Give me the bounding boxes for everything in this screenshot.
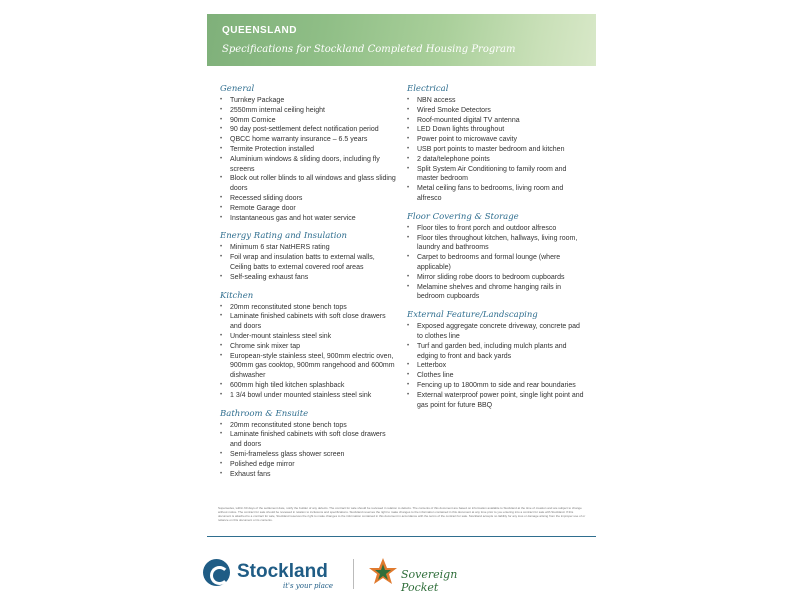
spec-list [407, 322, 585, 410]
spec-list [220, 303, 398, 401]
section-title: General [220, 84, 255, 94]
spec-item: • Laminate finished cabinets with soft close drawers and doors [220, 430, 398, 450]
disclaimer-text: Supersedes, within 60 days of the settlement date, notify the builder of any defects. The contract for sale should be reviewed in relation to defects. The contents of this document are based on information available to Stockland at the time of creation and are subject to change without notice. The contract for sale should be reviewed in relation to inclusions and specifications. Stockland reserves the right to make changes to the information contained in this document at any time prior to you entering into a contract for sale with Stockland. If this document is attached to a contract for sale, Stockland reserves the right to make changes to the information contained in this document in accordance with the terms of the contract for sale. Stockland accepts no liability for any loss or damage arising from the improper use of or reliance on this document or its contents. [218, 506, 586, 522]
logo-separator [353, 559, 354, 589]
spec-item: • Clothes line [407, 371, 585, 381]
section-title: External Feature/Landscaping [407, 310, 538, 321]
spec-sheet-page [207, 14, 596, 600]
spec-item: • Mirror sliding robe doors to bedroom cupboards [407, 273, 585, 283]
spec-item: • Split System Air Conditioning to family room and master bedroom [407, 165, 585, 185]
spec-section [220, 231, 398, 282]
section-title: Floor Covering & Storage [407, 211, 519, 222]
spec-item: • Remote Garage door [220, 204, 398, 214]
spec-item: • 90mm Cornice [220, 116, 398, 126]
section-title: Electrical [407, 84, 449, 94]
spec-item: • NBN access [407, 96, 585, 106]
state-title: QUEENSLAND [222, 25, 298, 36]
spec-item: • Laminate finished cabinets with soft close drawers and doors [220, 312, 398, 332]
stockland-mark-icon [203, 559, 230, 586]
stockland-logo [203, 559, 343, 593]
spec-item: • Aluminium windows & sliding doors, including fly screens [220, 155, 398, 175]
spec-section [407, 310, 585, 410]
spec-list [407, 224, 585, 302]
spec-item: • Wired Smoke Detectors [407, 106, 585, 116]
spec-list [220, 421, 398, 480]
spec-item: • 90 day post-settlement defect notification period [220, 125, 398, 135]
spec-item: • Roof-mounted digital TV antenna [407, 116, 585, 126]
spec-item: • Under-mount stainless steel sink [220, 332, 398, 342]
spec-item: • Chrome sink mixer tap [220, 342, 398, 352]
spec-item: • Floor tiles to front porch and outdoor alfresco [407, 224, 585, 234]
section-title: Bathroom & Ensuite [220, 408, 309, 419]
spec-section [220, 409, 398, 480]
right-column [407, 84, 585, 418]
spec-item: • Termite Protection installed [220, 145, 398, 155]
sovereign-pocket-logo [367, 556, 487, 592]
sovereign-pocket-wordmark: Sovereign Pocket [401, 568, 458, 594]
spec-item: • 600mm high tiled kitchen splashback [220, 381, 398, 391]
spec-item: • Polished edge mirror [220, 460, 398, 470]
spec-item: • 1 3/4 bowl under mounted stainless steel sink [220, 391, 398, 401]
spec-item: • European-style stainless steel, 900mm electric oven, 900mm gas cooktop, 900mm rangehood and 600mm dishwasher [220, 352, 398, 381]
spec-item: • Exhaust fans [220, 470, 398, 480]
spec-item: • Turnkey Package [220, 96, 398, 106]
spec-section [407, 212, 585, 302]
spec-item: • 20mm reconstituted stone bench tops [220, 421, 398, 431]
left-column [220, 84, 398, 487]
spec-section [407, 84, 585, 204]
spec-list [220, 243, 398, 282]
stockland-wordmark: Stockland [237, 561, 328, 582]
spec-item: • Minimum 6 star NatHERS rating [220, 243, 398, 253]
sovereign-leaf-icon [367, 556, 399, 586]
spec-list [220, 96, 398, 223]
spec-list [407, 96, 585, 204]
spec-item: • Fencing up to 1800mm to side and rear boundaries [407, 381, 585, 391]
spec-item: • Foil wrap and insulation batts to external walls, Ceiling batts to external covered roof areas [220, 253, 398, 273]
spec-item: • External waterproof power point, single light point and gas point for future BBQ [407, 391, 585, 411]
spec-item: • Melamine shelves and chrome hanging rails in bedroom cupboards [407, 283, 585, 303]
footer-divider [207, 536, 596, 537]
spec-item: • Self-sealing exhaust fans [220, 273, 398, 283]
spec-item: • QBCC home warranty insurance – 6.5 years [220, 135, 398, 145]
spec-item: • USB port points to master bedroom and kitchen [407, 145, 585, 155]
document-subtitle: Specifications for Stockland Completed Housing Program [222, 44, 516, 55]
stockland-tagline: it's your place [283, 582, 333, 590]
spec-item: • Instantaneous gas and hot water service [220, 214, 398, 224]
spec-item: • Block out roller blinds to all windows and glass sliding doors [220, 174, 398, 194]
spec-item: • Semi-frameless glass shower screen [220, 450, 398, 460]
spec-item: • 20mm reconstituted stone bench tops [220, 303, 398, 313]
spec-item: • Turf and garden bed, including mulch plants and edging to front and back yards [407, 342, 585, 362]
spec-item: • Recessed sliding doors [220, 194, 398, 204]
spec-item: • Letterbox [407, 361, 585, 371]
spec-item: • 2550mm internal ceiling height [220, 106, 398, 116]
spec-item: • Floor tiles throughout kitchen, hallways, living room, laundry and bathrooms [407, 234, 585, 254]
spec-item: • Exposed aggregate concrete driveway, concrete pad to clothes line [407, 322, 585, 342]
header-banner [207, 14, 596, 66]
spec-item: • Carpet to bedrooms and formal lounge (where applicable) [407, 253, 585, 273]
spec-item: • LED Down lights throughout [407, 125, 585, 135]
section-title: Kitchen [220, 290, 254, 301]
spec-section [220, 291, 398, 401]
spec-item: • 2 data/telephone points [407, 155, 585, 165]
spec-section [220, 84, 398, 223]
section-title: Energy Rating and Insulation [220, 231, 347, 242]
spec-item: • Power point to microwave cavity [407, 135, 585, 145]
spec-item: • Metal ceiling fans to bedrooms, living room and alfresco [407, 184, 585, 204]
